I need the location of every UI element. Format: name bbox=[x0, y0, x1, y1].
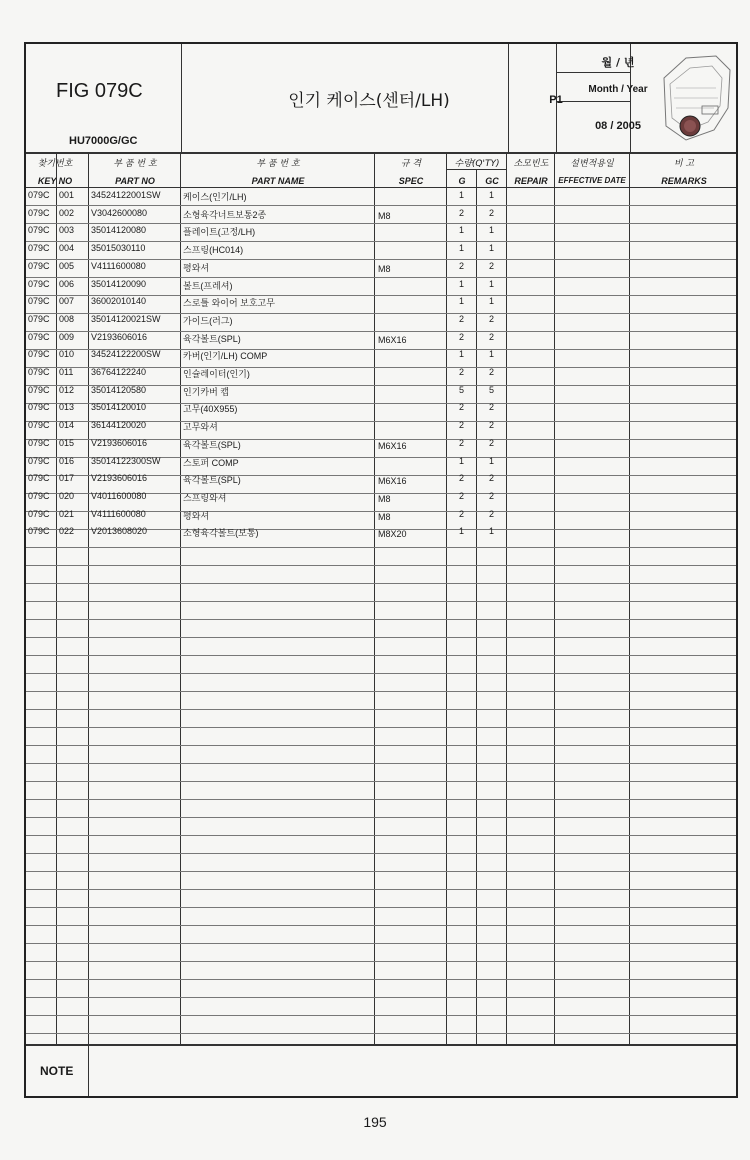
cell-gc: 1 bbox=[488, 296, 494, 307]
cell-fig: 079C bbox=[28, 225, 50, 236]
cell-part-no: 36764122240 bbox=[91, 367, 147, 377]
row-rule bbox=[26, 1033, 736, 1034]
cell-gc: 2 bbox=[488, 367, 494, 377]
cell-g: 1 bbox=[458, 190, 464, 200]
cell-key: 022 bbox=[59, 526, 75, 537]
cell-fig: 079C bbox=[28, 349, 50, 360]
row-rule bbox=[26, 853, 736, 854]
cell-key: 021 bbox=[59, 508, 75, 519]
cell-fig: 079C bbox=[28, 455, 50, 466]
header-divider bbox=[556, 72, 630, 73]
cell-g: 2 bbox=[458, 367, 464, 377]
cell-fig: 079C bbox=[28, 508, 50, 519]
row-rule bbox=[26, 781, 736, 782]
col-part-no-ko: 부 품 번 호 bbox=[113, 159, 157, 169]
cell-key: 003 bbox=[59, 225, 75, 236]
cell-g: 2 bbox=[458, 331, 464, 342]
column-rule bbox=[629, 152, 630, 1044]
row-rule bbox=[26, 925, 736, 926]
cell-name: 육각볼트(SPL) bbox=[183, 333, 241, 344]
cell-key: 004 bbox=[59, 243, 75, 254]
cell-g: 1 bbox=[458, 296, 464, 307]
parts-list-sheet bbox=[24, 42, 738, 1098]
row-rule bbox=[26, 601, 736, 602]
cell-key: 002 bbox=[59, 207, 75, 218]
cell-spec: M6X16 bbox=[378, 440, 407, 451]
note-rule bbox=[26, 1044, 736, 1046]
cell-fig: 079C bbox=[28, 190, 50, 200]
col-part-name: PART NAME bbox=[251, 176, 305, 186]
cell-gc: 2 bbox=[488, 490, 494, 501]
cell-g: 2 bbox=[458, 490, 464, 501]
cell-key: 006 bbox=[59, 278, 75, 289]
cell-part-no: V4011600080 bbox=[91, 490, 147, 501]
cell-part-no: 34524122200SW bbox=[91, 349, 161, 360]
cell-g: 2 bbox=[458, 207, 464, 218]
cell-g: 2 bbox=[458, 473, 464, 484]
cell-g: 1 bbox=[458, 243, 464, 254]
cell-key: 016 bbox=[59, 455, 75, 466]
col-repair: REPAIR bbox=[514, 176, 548, 186]
row-rule bbox=[26, 979, 736, 980]
cell-key: 008 bbox=[59, 313, 75, 324]
cell-part-no: V2013608020 bbox=[91, 526, 148, 537]
header-row-rule bbox=[26, 187, 736, 188]
row-rule bbox=[26, 835, 736, 836]
cell-spec: M6X16 bbox=[378, 476, 407, 487]
col-part-no: PART NO bbox=[115, 176, 155, 186]
cell-g: 1 bbox=[458, 225, 464, 236]
header-divider bbox=[181, 44, 182, 152]
page-number: 195 bbox=[363, 1114, 387, 1130]
cell-gc: 2 bbox=[488, 473, 494, 484]
cell-key: 001 bbox=[59, 190, 75, 200]
month-year-label: Month / Year bbox=[588, 84, 648, 95]
row-rule bbox=[26, 997, 736, 998]
page-code: P1 bbox=[549, 94, 563, 106]
cell-part-no: 36002010140 bbox=[91, 296, 147, 307]
cell-key: 007 bbox=[59, 296, 75, 307]
cell-part-no: 35014120021SW bbox=[91, 313, 161, 324]
cell-fig: 079C bbox=[28, 402, 50, 413]
cell-name: 스프링(HC014) bbox=[183, 245, 244, 256]
cell-name: 평와셔 bbox=[183, 262, 210, 273]
cell-name: 고무(40X955) bbox=[183, 404, 238, 415]
column-rule bbox=[180, 152, 181, 1044]
cell-part-no: 35014120580 bbox=[91, 384, 147, 395]
cell-fig: 079C bbox=[28, 526, 50, 537]
cell-name: 카버(인기/LH) COMP bbox=[183, 351, 268, 362]
cell-fig: 079C bbox=[28, 331, 50, 342]
cell-fig: 079C bbox=[28, 296, 50, 307]
machine-thumbnail bbox=[656, 48, 738, 152]
cell-spec: M8 bbox=[378, 263, 391, 274]
row-rule bbox=[26, 691, 736, 692]
fig-number: FIG 079C bbox=[56, 80, 143, 102]
cell-gc: 1 bbox=[488, 190, 494, 200]
note-divider bbox=[88, 1044, 89, 1096]
col-qty-gc: GC bbox=[485, 176, 499, 186]
cell-gc: 1 bbox=[488, 455, 494, 466]
cell-fig: 079C bbox=[28, 260, 50, 271]
row-rule bbox=[26, 565, 736, 566]
cell-gc: 1 bbox=[488, 243, 494, 254]
cell-name: 플레이트(고정/LH) bbox=[183, 227, 256, 238]
cell-gc: 2 bbox=[488, 402, 494, 413]
cell-spec: M8X20 bbox=[378, 529, 407, 540]
cell-g: 1 bbox=[458, 455, 464, 466]
cell-gc: 1 bbox=[488, 225, 494, 236]
cell-part-no: V3042600080 bbox=[91, 207, 148, 218]
cell-name: 스프링와셔 bbox=[183, 492, 227, 503]
row-rule bbox=[26, 637, 736, 638]
cell-spec: M8 bbox=[378, 511, 391, 522]
cell-spec: M6X16 bbox=[378, 334, 407, 345]
cell-key: 017 bbox=[59, 473, 75, 484]
cell-key: 014 bbox=[59, 420, 75, 431]
row-rule bbox=[26, 547, 736, 548]
col-effective-ko: 설변적용일 bbox=[570, 159, 614, 169]
cell-key: 013 bbox=[59, 402, 75, 413]
note-label: NOTE bbox=[40, 1064, 74, 1078]
column-rule bbox=[374, 152, 375, 1044]
column-rule bbox=[506, 152, 507, 1044]
qty-header-rule bbox=[446, 169, 506, 170]
cell-part-no: V4111600080 bbox=[91, 260, 146, 271]
cell-part-no: 35015030110 bbox=[91, 243, 146, 254]
col-spec-ko: 규 격 bbox=[400, 159, 422, 169]
row-rule bbox=[26, 205, 736, 206]
cell-gc: 2 bbox=[488, 437, 494, 448]
cell-fig: 079C bbox=[28, 473, 50, 484]
cell-part-no: 36144120020 bbox=[91, 420, 147, 431]
cell-name: 인기카버 캡 bbox=[183, 386, 229, 397]
cell-part-no: 35014122300SW bbox=[91, 455, 161, 466]
row-rule bbox=[26, 583, 736, 584]
cell-key: 010 bbox=[59, 349, 75, 360]
col-part-name-ko: 부 품 번 호 bbox=[256, 159, 300, 169]
cell-g: 2 bbox=[458, 508, 464, 519]
col-remarks-ko: 비 고 bbox=[673, 159, 695, 169]
page-title: 인기 케이스(센터/LH) bbox=[288, 91, 450, 111]
cell-name: 케이스(인기/LH) bbox=[183, 192, 247, 202]
row-rule bbox=[26, 817, 736, 818]
cell-part-no: V2193606016 bbox=[91, 473, 148, 484]
column-rule bbox=[88, 152, 89, 1044]
row-rule bbox=[26, 745, 736, 746]
month-year-value: 08 / 2005 bbox=[595, 120, 641, 132]
cell-name: 인슐레이터(인기) bbox=[183, 369, 250, 379]
row-rule bbox=[26, 241, 736, 242]
cell-g: 1 bbox=[458, 349, 464, 360]
cell-key: 015 bbox=[59, 437, 75, 448]
row-rule bbox=[26, 961, 736, 962]
col-spec: SPEC bbox=[398, 176, 424, 186]
cell-g: 2 bbox=[458, 313, 464, 324]
cell-g: 2 bbox=[458, 402, 464, 413]
row-rule bbox=[26, 223, 736, 224]
cell-fig: 079C bbox=[28, 367, 50, 377]
row-rule bbox=[26, 673, 736, 674]
cell-gc: 5 bbox=[488, 384, 494, 395]
cell-key: 009 bbox=[59, 331, 75, 342]
cell-gc: 2 bbox=[488, 508, 494, 519]
row-rule bbox=[26, 727, 736, 728]
cell-gc: 2 bbox=[488, 260, 494, 271]
cell-g: 2 bbox=[458, 260, 464, 271]
cell-gc: 2 bbox=[488, 420, 494, 431]
col-qty-g: G bbox=[458, 176, 466, 186]
col-qty-ko: 수량(Q'TY) bbox=[454, 159, 500, 169]
cell-part-no: V2193606016 bbox=[91, 437, 148, 448]
row-rule bbox=[26, 655, 736, 656]
cell-name: 소형육각볼트(보통) bbox=[183, 528, 259, 539]
cell-g: 1 bbox=[458, 278, 464, 289]
cell-g: 2 bbox=[458, 420, 464, 431]
cell-name: 스로틀 와이어 보호고무 bbox=[183, 298, 275, 309]
cell-spec: M8 bbox=[378, 210, 391, 221]
cell-gc: 2 bbox=[488, 207, 494, 218]
row-rule bbox=[26, 709, 736, 710]
cell-fig: 079C bbox=[28, 437, 50, 448]
col-key-ko: 찾기번호 bbox=[37, 159, 73, 169]
cell-name: 평와셔 bbox=[183, 510, 210, 521]
cell-g: 5 bbox=[458, 384, 464, 395]
cell-name: 고무와셔 bbox=[183, 422, 218, 433]
column-rule bbox=[554, 152, 555, 1044]
row-rule bbox=[26, 799, 736, 800]
model-name: HU7000G/GC bbox=[69, 135, 138, 147]
cell-part-no: 35014120090 bbox=[91, 278, 147, 289]
col-key: KEY NO bbox=[37, 176, 73, 186]
row-rule bbox=[26, 907, 736, 908]
cell-gc: 1 bbox=[488, 278, 494, 289]
cell-fig: 079C bbox=[28, 243, 50, 254]
row-rule bbox=[26, 943, 736, 944]
cell-name: 육각볼트(SPL) bbox=[183, 439, 241, 450]
row-rule bbox=[26, 871, 736, 872]
cell-g: 2 bbox=[458, 437, 464, 448]
cell-part-no: V2193606016 bbox=[91, 331, 148, 342]
row-rule bbox=[26, 763, 736, 764]
row-rule bbox=[26, 619, 736, 620]
cell-fig: 079C bbox=[28, 278, 50, 289]
month-year-label-ko: 월 / 년 bbox=[601, 56, 635, 69]
cell-fig: 079C bbox=[28, 490, 50, 501]
cell-part-no: V4111600080 bbox=[91, 508, 146, 519]
cell-name: 육각볼트(SPL) bbox=[183, 475, 241, 486]
cell-part-no: 35014120080 bbox=[91, 225, 147, 236]
col-repair-ko: 소모빈도 bbox=[513, 159, 549, 169]
col-effective-date: EFFECTIVE DATE bbox=[558, 176, 626, 185]
cell-fig: 079C bbox=[28, 384, 50, 395]
cell-name: 가이드(러그) bbox=[183, 315, 233, 326]
cell-gc: 2 bbox=[488, 331, 494, 342]
cell-gc: 2 bbox=[488, 313, 494, 324]
cell-gc: 1 bbox=[488, 526, 494, 537]
cell-name: 소형육각너트보통2종 bbox=[183, 209, 267, 220]
column-rule bbox=[56, 152, 57, 1044]
cell-part-no: 35014120010 bbox=[91, 402, 147, 413]
cell-fig: 079C bbox=[28, 207, 50, 218]
cell-key: 011 bbox=[59, 367, 74, 377]
col-remarks: REMARKS bbox=[661, 176, 707, 186]
cell-gc: 1 bbox=[488, 349, 494, 360]
cell-key: 020 bbox=[59, 490, 75, 501]
cell-fig: 079C bbox=[28, 313, 50, 324]
cell-name: 볼트(프레셔) bbox=[183, 280, 233, 291]
cell-spec: M8 bbox=[378, 493, 391, 504]
cell-key: 012 bbox=[59, 384, 75, 395]
cell-name: 스토퍼 COMP bbox=[183, 457, 239, 468]
cell-fig: 079C bbox=[28, 420, 50, 431]
row-rule bbox=[26, 889, 736, 890]
row-rule bbox=[26, 1015, 736, 1016]
cell-key: 005 bbox=[59, 260, 75, 271]
cell-part-no: 34524122001SW bbox=[91, 190, 161, 200]
cell-g: 1 bbox=[458, 526, 464, 537]
